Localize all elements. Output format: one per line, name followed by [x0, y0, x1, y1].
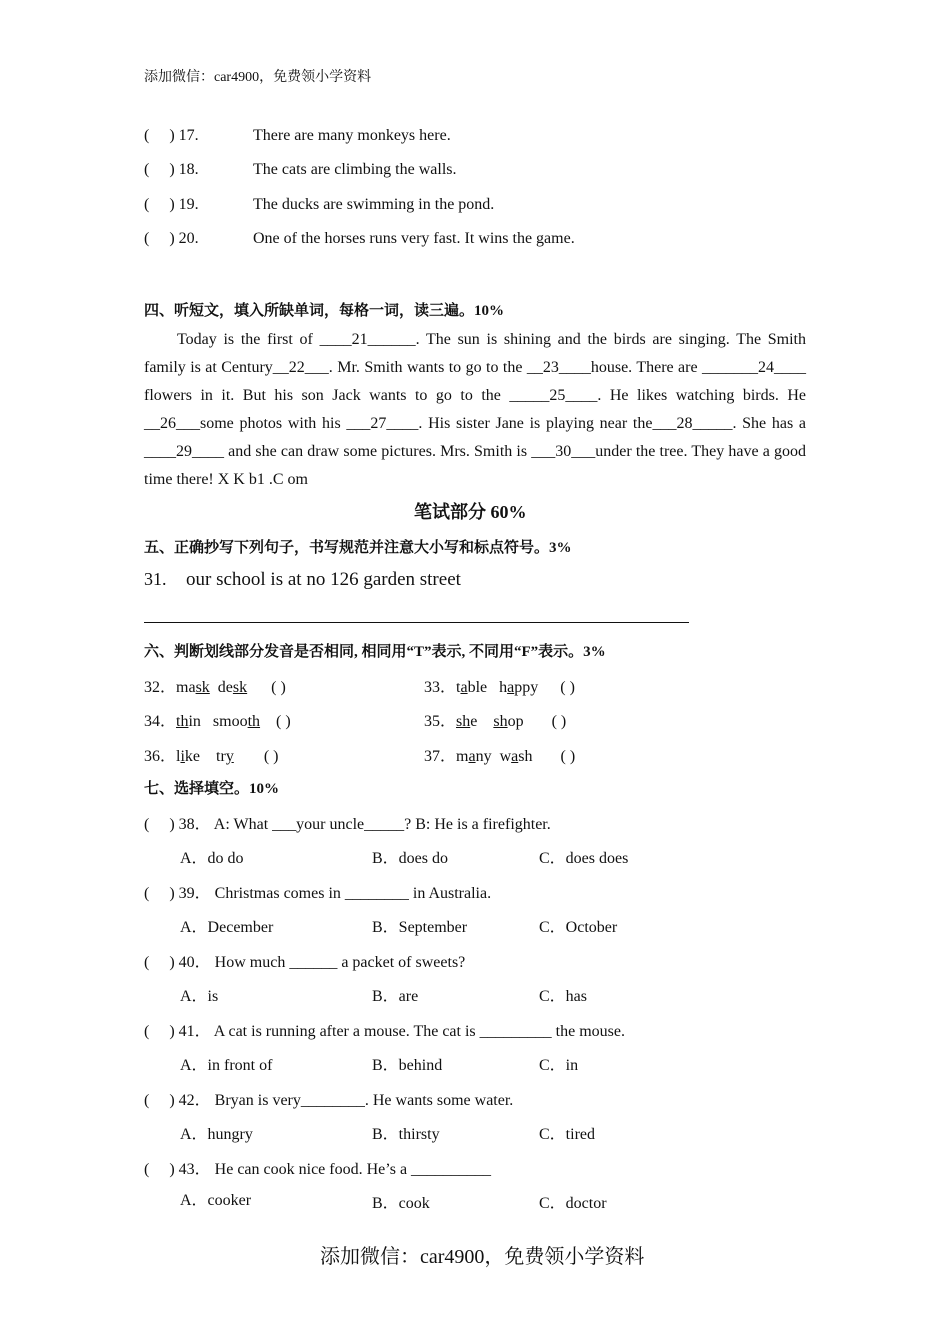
question-row: ( ) 41． A cat is running after a mouse. The cat is _________ the mouse.: [144, 1023, 625, 1040]
phonics-item: 34．thin smooth ( ): [144, 713, 291, 730]
answer-paren[interactable]: ( ): [271, 679, 286, 696]
list-item: ( ) 19.: [144, 196, 199, 213]
option-b[interactable]: B．cook: [372, 1195, 430, 1212]
phonics-item: 35．she shop ( ): [424, 713, 567, 730]
answer-paren[interactable]: ( ): [276, 713, 291, 730]
option-c[interactable]: C．does does: [539, 850, 629, 867]
section-5-title: 五、正确抄写下列句子，书写规范并注意大小写和标点符号。3%: [144, 540, 572, 556]
underlined-part: a: [511, 748, 519, 765]
option-a[interactable]: A．hungry: [180, 1126, 253, 1143]
phonics-item: 37．many wash ( ): [424, 748, 576, 765]
option-a[interactable]: A．cooker: [180, 1192, 252, 1209]
question-row: ( ) 43． He can cook nice food. He’s a __________: [144, 1161, 492, 1178]
answer-paren[interactable]: ( ): [560, 679, 575, 696]
option-b[interactable]: B．behind: [372, 1057, 443, 1074]
option-c[interactable]: C．in: [539, 1057, 579, 1074]
option-b[interactable]: B．thirsty: [372, 1126, 440, 1143]
phonics-item: 32．mask desk ( ): [144, 679, 286, 696]
writing-line: [144, 622, 689, 623]
option-a[interactable]: A．is: [180, 988, 219, 1005]
phonics-item: 33．table happy ( ): [424, 679, 575, 696]
underlined-part: i: [180, 748, 185, 765]
option-a[interactable]: A．do do: [180, 850, 244, 867]
answer-paren[interactable]: ( ): [263, 748, 279, 765]
option-b[interactable]: B．September: [372, 919, 468, 936]
underlined-part: sk: [232, 679, 248, 696]
passage: Today is the first of ____21______. The sun is shining and the birds are singing. The Smith family is at Century__22___. Mr. Smith wants to go to the __23____house. There are _______24____ flowers in it. But his son Jack wants to go to the _____25____. He likes watching birds. He __26___some photos with his ___27____. His sister Jane is playing near the___28_____. She has a ____29____ and she can draw some pictures. Mrs. Smith is ___30___under the tree. They have a good time there! X K b1 .C om: [144, 331, 806, 488]
question-row: ( ) 39． Christmas comes in ________ in Australia.: [144, 885, 492, 902]
underlined-part: a: [460, 679, 468, 696]
option-b[interactable]: B．does do: [372, 850, 449, 867]
list-item-text: There are many monkeys here.: [253, 127, 451, 144]
header-text: 添加微信：car4900，免费领小学资料: [144, 70, 372, 85]
option-a[interactable]: A．December: [180, 919, 274, 936]
option-c[interactable]: C．October: [539, 919, 618, 936]
section-4-title: 四、听短文，填入所缺单词，每格一词，读三遍。10%: [144, 303, 505, 319]
question-row: ( ) 38． A: What ___your uncle_____? B: He is a firefighter.: [144, 816, 551, 833]
option-c[interactable]: C．doctor: [539, 1195, 607, 1212]
written-part-title: 笔试部分 60%: [414, 502, 527, 522]
copy-sentence: our school is at no 126 garden street: [186, 569, 461, 590]
question-row: ( ) 42． Bryan is very________. He wants some water.: [144, 1092, 514, 1109]
underlined-part: a: [468, 748, 476, 765]
footer-text: 添加微信：car4900，免费领小学资料: [320, 1246, 645, 1268]
underlined-part: sk: [195, 679, 210, 696]
list-item-text: One of the horses runs very fast. It wins the game.: [253, 230, 575, 247]
underlined-part: sh: [493, 713, 508, 730]
answer-paren[interactable]: ( ): [560, 748, 576, 765]
section-6-title: 六、判断划线部分发音是否相同, 相同用“T”表示, 不同用“F”表示。3%: [144, 644, 606, 660]
option-c[interactable]: C．has: [539, 988, 588, 1005]
option-c[interactable]: C．tired: [539, 1126, 595, 1143]
underlined-part: a: [507, 679, 515, 696]
option-b[interactable]: B．are: [372, 988, 419, 1005]
answer-paren[interactable]: ( ): [551, 713, 567, 730]
underlined-part: sh: [456, 713, 471, 730]
question-row: ( ) 40． How much ______ a packet of sweets?: [144, 954, 466, 971]
phonics-item: 36．like try ( ): [144, 748, 279, 765]
underlined-part: th: [247, 713, 261, 730]
list-item: ( ) 18.: [144, 161, 199, 178]
copy-question-num: 31.: [144, 569, 167, 589]
underlined-part: y: [225, 748, 234, 765]
list-item: ( ) 17.: [144, 127, 199, 144]
underlined-part: th: [176, 713, 189, 730]
list-item-text: The ducks are swimming in the pond.: [253, 196, 495, 213]
option-a[interactable]: A．in front of: [180, 1057, 273, 1074]
list-item: ( ) 20.: [144, 230, 199, 247]
section-7-title: 七、选择填空。10%: [144, 781, 280, 797]
list-item-text: The cats are climbing the walls.: [253, 161, 457, 178]
